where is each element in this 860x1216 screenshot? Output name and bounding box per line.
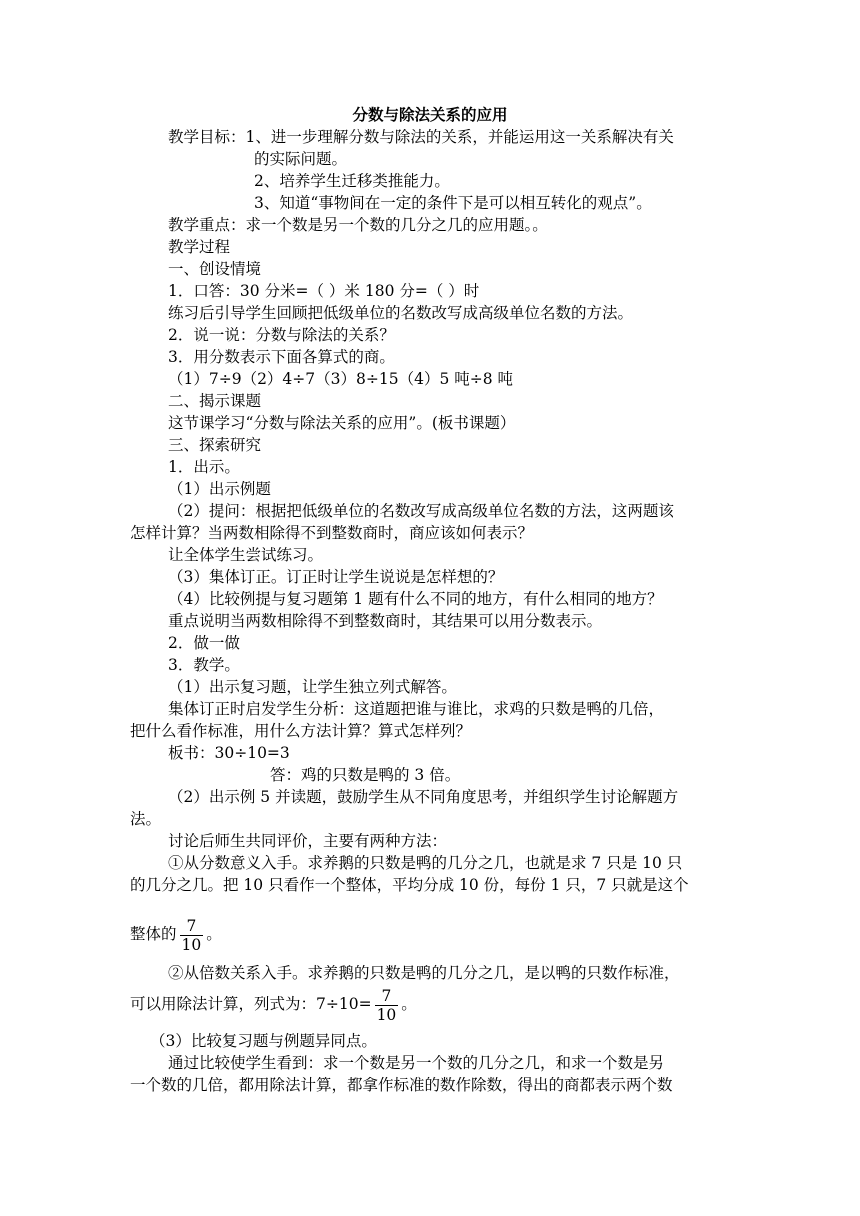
fraction-denominator: 10 (181, 935, 202, 954)
method-1-line-2: 的几分之几。把 10 只看作一个整体，平均分成 10 份，每份 1 只，7 只就是这个 (130, 876, 689, 894)
section-2-text: 这节课学习“分数与除法关系的应用”。(板书课题） (168, 414, 516, 432)
step-1-b-cont: 怎样计算？当两数相除得不到整数商时，商应该如何表示？ (130, 524, 534, 542)
step-3-e-cont: 法。 (130, 810, 162, 828)
process-heading: 教学过程 (168, 238, 231, 256)
objective-1: 教学目标：1、进一步理解分数与除法的关系，并能运用这一关系解决有关 (168, 128, 674, 146)
fraction-question: 3．用分数表示下面各算式的商。 (168, 348, 395, 366)
step-2: 2．做一做 (168, 634, 240, 652)
document-title: 分数与除法关系的应用 (352, 105, 508, 124)
method-2-suffix: 。 (401, 995, 417, 1013)
fraction-seven-tenths-2 (375, 987, 399, 1024)
section-2-heading: 二、揭示课题 (168, 392, 262, 410)
step-1-c: 让全体学生尝试练习。 (168, 546, 324, 564)
step-3-b-cont: 把什么看作标准，用什么方法计算？算式怎样列？ (130, 722, 472, 740)
discuss-question: 2．说一说：分数与除法的关系？ (168, 326, 395, 344)
step-3-h-cont: 一个数的几倍，都用除法计算，都拿作标准的数作除数，得出的商都表示两个数 (130, 1076, 673, 1094)
method-1-suffix: 。 (206, 925, 222, 943)
oral-question: 1．口答：30 分米=（ ）米 180 分=（ ）时 (168, 282, 480, 300)
fraction-denominator-2: 10 (376, 1005, 397, 1024)
board-answer: 答：鸡的只数是鸭的 3 倍。 (270, 766, 461, 784)
fraction-numerator: 7 (180, 917, 204, 936)
section-3-heading: 三、探索研究 (168, 436, 262, 454)
step-1-f: 重点说明当两数相除得不到整数商时，其结果可以用分数表示。 (168, 612, 603, 630)
step-1-b: （2）提问：根据把低级单位的名数改写成高级单位名数的方法，这两题该 (168, 502, 674, 520)
objective-2: 2、培养学生迁移类推能力。 (254, 172, 450, 190)
fraction-seven-tenths (180, 917, 204, 954)
method-2-prefix: 可以用除法计算，列式为：7÷10= (130, 995, 372, 1013)
step-3-f: 讨论后师生共同评价，主要有两种方法： (168, 832, 448, 850)
method-1-line-3 (130, 912, 222, 956)
method-2-line-2 (130, 982, 417, 1026)
fraction-exercises: （1）7÷9（2）4÷7（3）8÷15（4）5 吨÷8 吨 (168, 370, 514, 388)
step-3-h: 通过比较使学生看到：求一个数是另一个数的几分之几，和求一个数是另 (168, 1054, 665, 1072)
method-1-prefix: 整体的 (130, 925, 177, 943)
section-1-heading: 一、创设情境 (168, 260, 262, 278)
step-3-b: 集体订正时启发学生分析：这道题把谁与谁比，求鸡的只数是鸭的几倍， (168, 700, 665, 718)
method-1-line-1: ①从分数意义入手。求养鹅的只数是鸭的几分之几，也就是求 7 只是 10 只 (168, 854, 683, 872)
objective-3: 3、知道“事物间在一定的条件下是可以相互转化的观点”。 (254, 194, 652, 212)
fraction-numerator-2: 7 (375, 987, 399, 1006)
step-3-g: （3）比较复习题与例题异同点。 (150, 1032, 377, 1050)
step-1-e: （4）比较例提与复习题第 1 题有什么不同的地方，有什么相同的地方？ (168, 590, 663, 608)
step-3: 3．教学。 (168, 656, 240, 674)
objective-1-cont: 的实际问题。 (254, 150, 348, 168)
step-1-a: （1）出示例题 (168, 480, 271, 498)
teaching-focus: 教学重点：求一个数是另一个数的几分之几的应用题。。 (168, 216, 548, 234)
step-1: 1．出示。 (168, 458, 240, 476)
oral-question-note: 练习后引导学生回顾把低级单位的名数改写成高级单位名数的方法。 (168, 304, 634, 322)
step-1-d: （3）集体订正。订正时让学生说说是怎样想的？ (168, 568, 504, 586)
method-2-line-1: ②从倍数关系入手。求养鹅的只数是鸭的几分之几，是以鸭的只数作标准， (168, 964, 680, 982)
step-3-e: （2）出示例 5 并读题，鼓励学生从不同角度思考，并组织学生讨论解题方 (168, 788, 679, 806)
step-3-a: （1）出示复习题，让学生独立列式解答。 (168, 678, 457, 696)
board-writing: 板书：30÷10=3 (168, 744, 290, 762)
